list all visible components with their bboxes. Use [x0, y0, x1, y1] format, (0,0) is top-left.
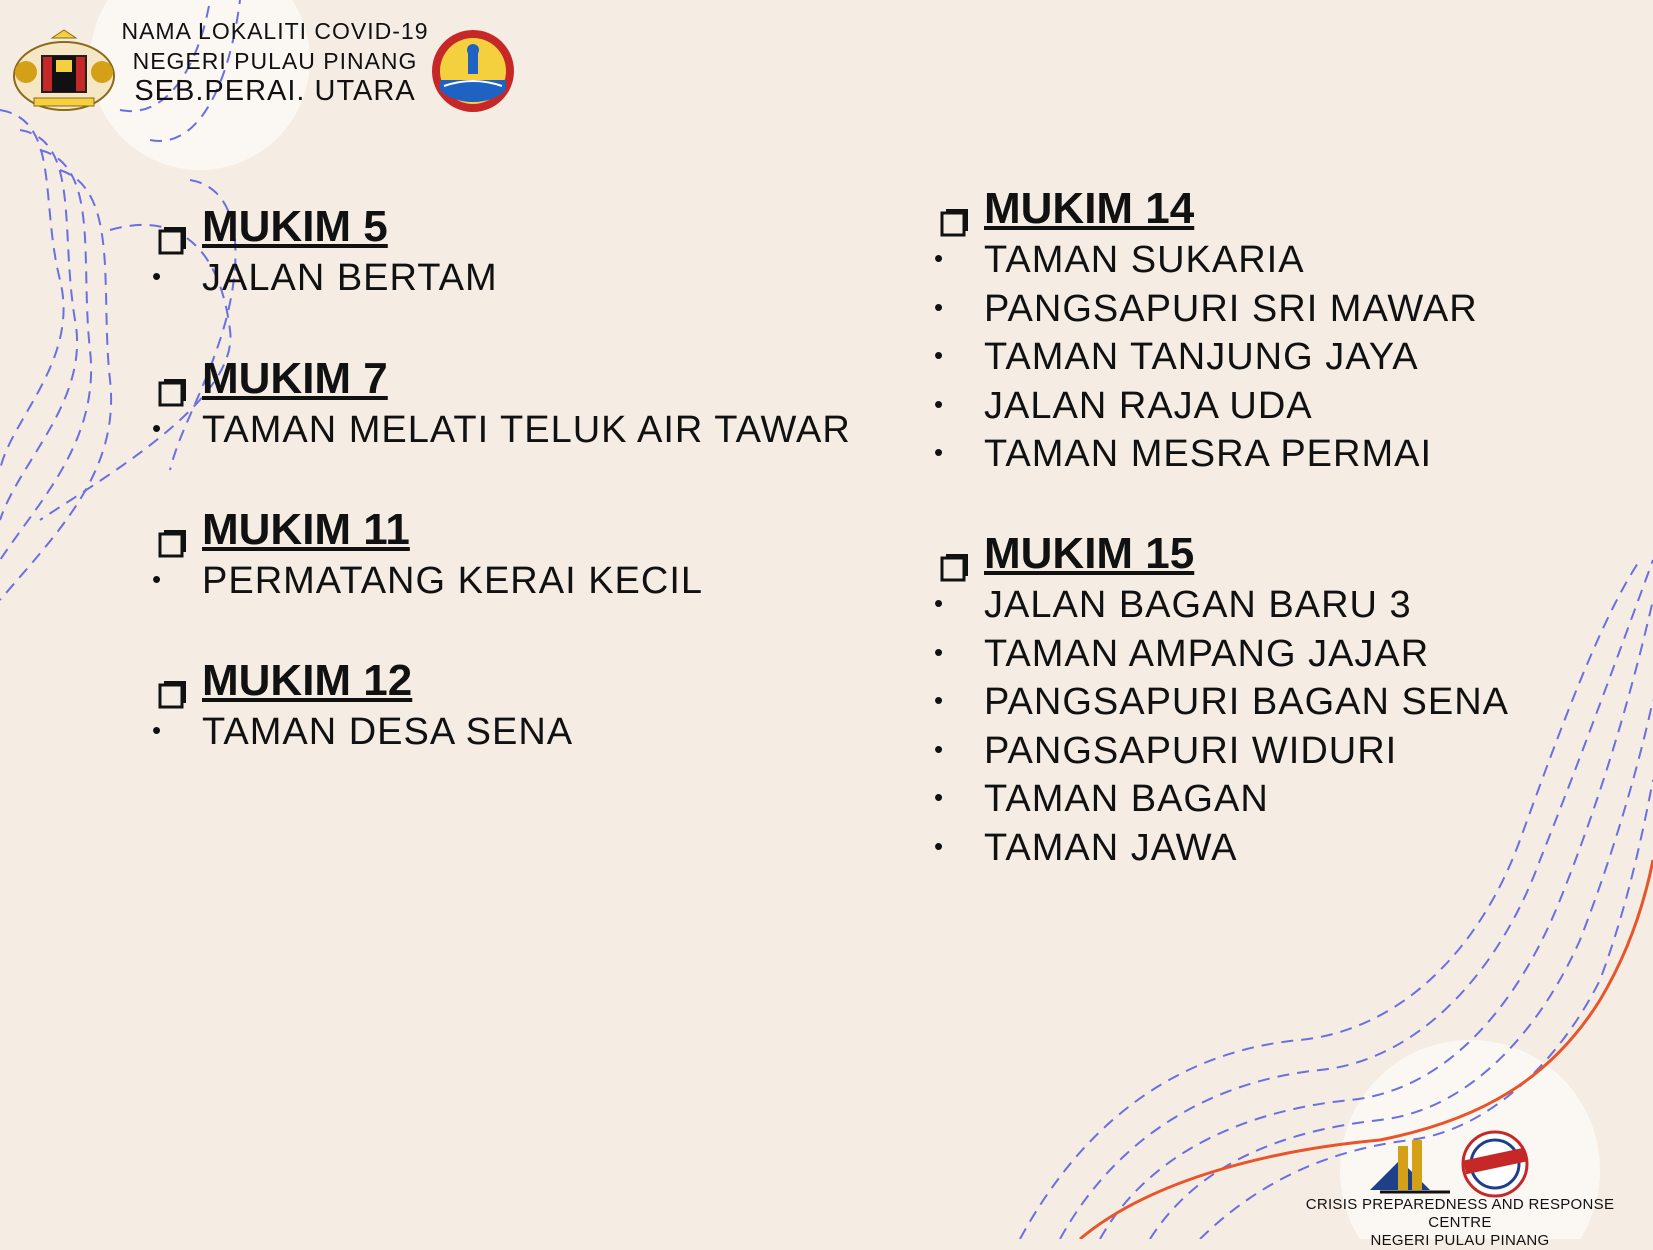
mukim-heading — [932, 527, 1632, 581]
mukim-heading — [150, 352, 850, 406]
title-line-3: SEB.PERAI. UTARA — [134, 75, 416, 107]
locality-item — [150, 254, 850, 303]
mukim-heading — [150, 503, 850, 557]
mukim-section — [150, 352, 850, 455]
locality-name: TAMAN TANJUNG JAYA — [984, 336, 1419, 378]
mukim-heading-text: MUKIM 12 — [202, 656, 413, 705]
locality-item — [150, 557, 850, 606]
locality-name: PANGSAPURI BAGAN SENA — [984, 681, 1509, 723]
locality-name: PANGSAPURI WIDURI — [984, 729, 1398, 772]
locality-list — [150, 406, 850, 455]
mukim-heading — [932, 182, 1632, 236]
locality-name: JALAN BAGAN BARU 3 — [984, 584, 1412, 626]
mukim-section — [932, 182, 1632, 479]
footer-line-2: NEGERI PULAU PINANG — [1370, 1232, 1550, 1249]
locality-name: TAMAN MESRA PERMAI — [984, 433, 1433, 475]
mukim-section — [150, 200, 850, 303]
bullet-icon: • — [152, 413, 163, 443]
title-line-1: NAMA LOKALITI COVID-19 — [121, 18, 429, 44]
bullet-icon: • — [934, 291, 945, 322]
locality-name: TAMAN DESA SENA — [202, 711, 574, 753]
locality-name: TAMAN BAGAN — [984, 778, 1269, 820]
locality-item — [932, 430, 1632, 479]
mukim-heading — [150, 654, 850, 708]
bullet-icon: • — [934, 782, 945, 812]
bullet-icon: • — [934, 733, 945, 764]
mukim-section — [932, 527, 1632, 872]
mukim-heading-text: MUKIM 7 — [202, 354, 388, 403]
locality-item — [932, 285, 1632, 334]
locality-item — [150, 708, 850, 757]
locality-name: PERMATANG KERAI KECIL — [202, 560, 704, 602]
mukim-heading-text: MUKIM 15 — [984, 529, 1195, 578]
locality-item — [932, 775, 1632, 824]
title-line-2: NEGERI PULAU PINANG — [132, 48, 418, 74]
locality-item — [150, 406, 850, 455]
header-title-block — [120, 16, 430, 106]
footer-text — [1280, 1196, 1640, 1250]
locality-list — [150, 708, 850, 757]
locality-item — [932, 824, 1632, 873]
bullet-icon: • — [934, 830, 945, 861]
locality-item — [932, 581, 1632, 630]
locality-item — [932, 630, 1632, 679]
locality-item — [932, 678, 1632, 727]
footer-line-1: CRISIS PREPAREDNESS AND RESPONSE CENTRE — [1305, 1196, 1615, 1231]
mukim-heading-text: MUKIM 11 — [202, 505, 410, 554]
locality-name: JALAN BERTAM — [202, 257, 498, 299]
locality-item — [932, 727, 1632, 776]
locality-name: TAMAN JAWA — [984, 826, 1238, 869]
locality-name: TAMAN SUKARIA — [984, 239, 1305, 281]
footer-logos — [1370, 1130, 1540, 1205]
bullet-icon: • — [934, 685, 945, 715]
bullet-icon: • — [152, 564, 163, 594]
locality-item — [932, 333, 1632, 382]
bullet-icon: • — [934, 636, 945, 667]
bullet-icon: • — [152, 715, 163, 745]
mukim-heading-text: MUKIM 14 — [984, 184, 1195, 233]
locality-name: TAMAN AMPANG JAJAR — [984, 632, 1430, 675]
bullet-icon: • — [152, 261, 163, 291]
bullet-icon: • — [934, 588, 945, 618]
mukim-section — [150, 503, 850, 606]
locality-list — [932, 581, 1632, 872]
mukim-section — [150, 654, 850, 757]
bullet-icon: • — [934, 340, 945, 370]
locality-list — [932, 236, 1632, 479]
bullet-icon: • — [934, 437, 945, 467]
penang-lawan-covid-badge — [1463, 1132, 1527, 1196]
locality-list — [150, 254, 850, 303]
mukim-heading-text: MUKIM 5 — [202, 202, 388, 251]
cprc-logo — [1370, 1140, 1450, 1192]
coat-of-arms-logo — [12, 28, 117, 118]
locality-item — [932, 382, 1632, 431]
locality-name: TAMAN MELATI TELUK AIR TAWAR — [202, 409, 851, 451]
mukim-heading — [150, 200, 850, 254]
district-emblem-logo — [430, 28, 516, 119]
bullet-icon: • — [934, 388, 945, 419]
locality-list — [150, 557, 850, 606]
bullet-icon: • — [934, 243, 945, 273]
locality-item — [932, 236, 1632, 285]
locality-name: JALAN RAJA UDA — [984, 384, 1313, 427]
locality-name: PANGSAPURI SRI MAWAR — [984, 287, 1478, 330]
